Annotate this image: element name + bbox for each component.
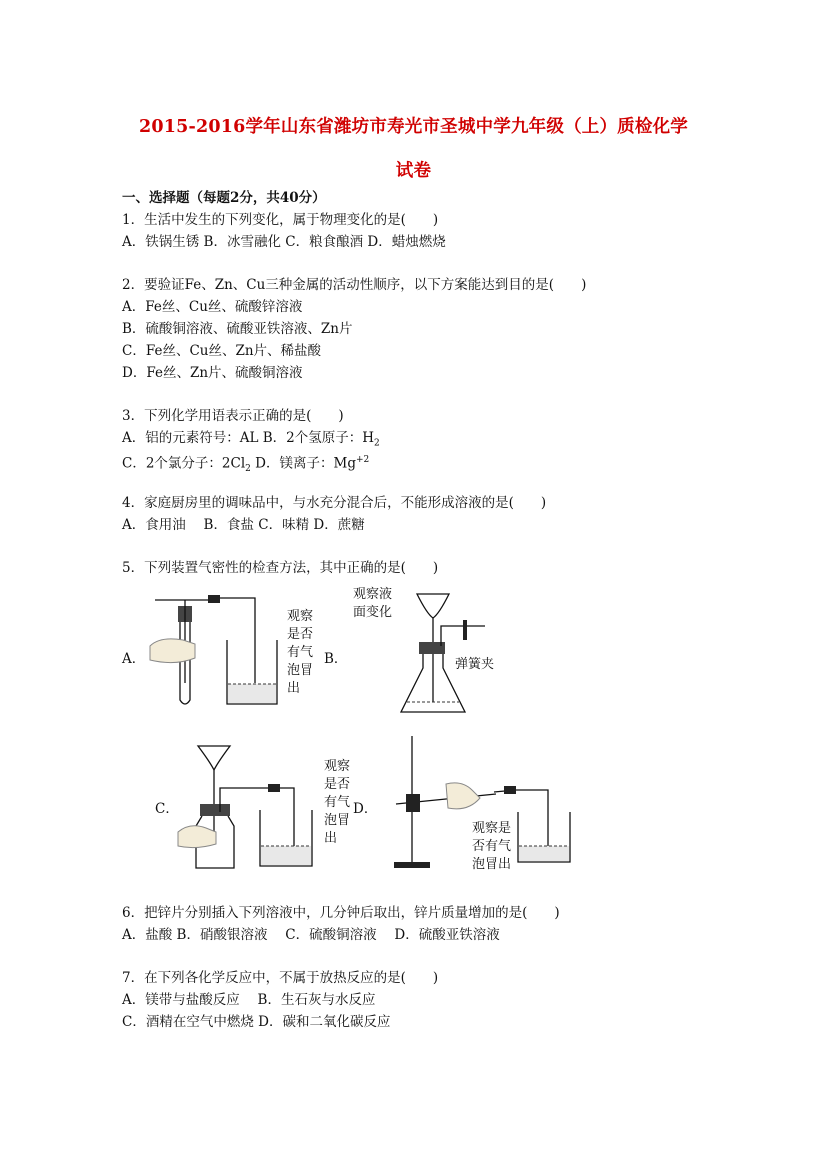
apparatus-c-figure [176,740,366,875]
question-4-stem: 4．家庭厨房里的调味品中，与水充分混合后，不能形成溶液的是( ) [122,495,547,511]
q5-label-c: C． [155,801,179,817]
question-1-stem: 1．生活中发生的下列变化，属于物理变化的是( ) [122,212,439,228]
question-6-options: A．盐酸 B．硝酸银溶液 C．硫酸铜溶液 D．硫酸亚铁溶液 [122,927,500,943]
q5-label-d: D． [353,801,378,817]
clamp-icon [406,794,420,812]
question-7-options-line1: A．镁带与盐酸反应 B．生石灰与水反应 [122,992,376,1008]
q3-line2-text-mid: D．镁离子：Mg [250,455,356,472]
document-title-continued: 试卷 [395,161,432,181]
question-7-options-line2: C．酒精在空气中燃烧 D．碳和二氧化碳反应 [122,1014,391,1030]
question-6-stem: 6．把锌片分别插入下列溶液中，几分钟后取出，锌片质量增加的是( ) [122,905,560,921]
fig-c-caption-3: 有气 [324,795,351,810]
fig-a-caption-2: 是否 [287,627,314,642]
fig-b-caption-1: 观察液 [353,587,393,602]
fig-d-caption-1: 观察是 [472,821,512,836]
question-3-stem: 3．下列化学用语表示正确的是( ) [122,408,344,424]
fig-d-caption-3: 泡冒出 [472,857,512,872]
q3-line2-subscript: 2 [245,464,251,475]
q3-line2-text: C．2个氯分子：2Cl [122,455,246,472]
fig-c-caption-1: 观察 [324,759,351,774]
fig-b-clip-label: 弹簧夹 [455,657,495,672]
question-2-stem: 2．要验证Fe、Zn、Cu三种金属的活动性顺序，以下方案能达到目的是( ) [122,277,587,293]
hand-icon [446,783,480,809]
question-2-option-b: B．硫酸铜溶液、硫酸亚铁溶液、Zn片 [122,321,353,337]
question-5-stem: 5．下列装置气密性的检查方法，其中正确的是( ) [122,560,439,576]
spring-clip-icon [463,620,467,640]
fig-a-caption-3: 有气 [287,645,314,660]
apparatus-d-figure [376,728,576,878]
q3-line1-text: A．铝的元素符号：AL B．2个氢原子：H [122,430,375,446]
hand-icon [150,639,195,663]
apparatus-b-figure [345,582,515,720]
tube-connector [208,595,220,603]
fig-a-caption-1: 观察 [287,609,314,624]
fig-a-caption-4: 泡冒 [287,663,314,678]
fig-c-caption-2: 是否 [324,777,351,792]
question-4-options: A．食用油 B．食盐 C．味精 D．蔗糖 [122,517,365,533]
q3-line1-subscript: 2 [374,438,380,449]
question-2-option-a: A．Fe丝、Cu丝、硫酸锌溶液 [122,299,303,315]
fig-c-caption-5: 出 [324,831,338,846]
question-1-options: A．铁锅生锈 B．冰雪融化 C．粮食酿酒 D．蜡烛燃烧 [122,234,446,250]
question-2-option-d: D．Fe丝、Zn片、硫酸铜溶液 [122,365,303,381]
fig-a-caption-5: 出 [287,681,301,696]
question-2-option-c: C．Fe丝、Cu丝、Zn片、稀盐酸 [122,343,322,359]
q5-label-a: A． [122,651,146,667]
fig-c-caption-4: 泡冒 [324,813,351,828]
stand-base [394,862,430,868]
hand-icon [178,826,216,848]
apparatus-a-figure [145,588,320,713]
q3-line2-superscript: +2 [355,455,370,465]
question-7-stem: 7．在下列各化学反应中，不属于放热反应的是( ) [122,970,439,986]
document-title: 2015-2016学年山东省潍坊市寿光市圣城中学九年级（上）质检化学 [139,117,688,137]
q5-label-b: B． [324,651,348,667]
water-fill [228,684,276,703]
question-3-options-line1 [122,430,380,452]
section-heading: 一、选择题（每题2分，共40分） [122,190,326,206]
fig-d-caption-2: 否有气 [472,839,512,854]
question-3-options-line2 [122,452,369,477]
fig-b-caption-2: 面变化 [353,605,393,620]
bottle-stopper [200,804,230,816]
